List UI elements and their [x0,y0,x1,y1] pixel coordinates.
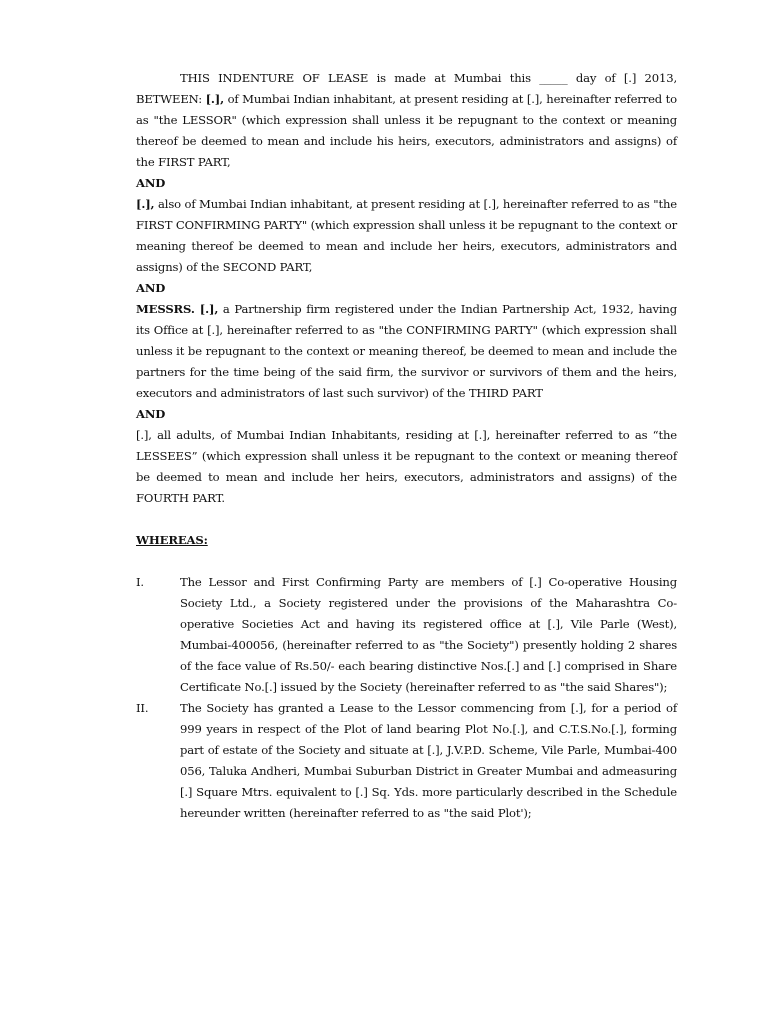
recital-item [136,698,677,824]
recital-text: The Lessor and First Confirming Party are members of [.] Co-operative Housing Society Ltd., a Society registered under the provisions of the Maharashtra Co-operative Societies Act and having its registered office at [.], Vile Parle (West), Mumbai-400056, (hereinafter referred to as "the Society") presently holding 2 shares of the face value of Rs.50/- each bearing distinctive Nos.[.] and [.] comprised in Share Certificate No.[.] issued by the Society (hereinafter referred to as "the said Shares"); [180,575,677,694]
recital-number: I. [136,575,144,589]
and-heading-2: AND [136,281,166,295]
intro-text: of Mumbai Indian inhabitant, at present residing at [.], hereinafter referred to as "the LESSOR" (which expression shall unless it be repugnant to the context or meaning thereof be deemed to mean and include his heirs, executors, administrators and assigns) of the FIRST PART, [136,92,677,169]
third-party-paragraph [136,299,677,404]
second-party-text: also of Mumbai Indian inhabitant, at present residing at [.], hereinafter referred to as "the FIRST CONFIRMING PARTY" (which expression shall unless it be repugnant to the context or meaning thereof be deemed to mean and include her heirs, executors, administrators and assigns) of the SECOND PART, [136,197,677,274]
recital-number: II. [136,701,149,715]
fourth-party-paragraph [136,425,677,509]
first-confirming-party-name: [.], [136,197,155,211]
recital-item [136,572,677,698]
and-heading-1: AND [136,176,166,190]
document-page [136,68,677,824]
intro-lead: THIS INDENTURE OF LEASE is made at Mumbai this _____ day of [.] 2013, BETWEEN: [136,71,677,106]
confirming-party-name: MESSRS. [.], [136,302,219,316]
second-party-paragraph [136,194,677,278]
lessor-name: [.], [205,92,225,106]
intro-paragraph [136,68,677,173]
whereas-heading: WHEREAS: [136,533,208,547]
third-party-text: a Partnership firm registered under the Indian Partnership Act, 1932, having its Office at [.], hereinafter referred to as "the CONFIRMING PARTY" (which expression shall unless it be repugnant to the context or meaning thereof, be deemed to mean and include the partners for the time being of the said firm, the survivor or survivors of them and the heirs, executors and administrators of last such survivor) of the THIRD PART [136,302,678,400]
fourth-party-text: [.], all adults, of Mumbai Indian Inhabitants, residing at [.], hereinafter referred to as “the LESSEES” (which expression shall unless it be repugnant to the context or meaning thereof be deemed to mean and include her heirs, executors, administrators and assigns) of the FOURTH PART. [136,428,677,505]
recital-text: The Society has granted a Lease to the Lessor commencing from [.], for a period of 999 years in respect of the Plot of land bearing Plot No.[.], and C.T.S.No.[.], forming part of estate of the Society and situate at [.], J.V.P.D. Scheme, Vile Parle, Mumbai-400 056, Taluka Andheri, Mumbai Suburban District in Greater Mumbai and admeasuring [.] Square Mtrs. equivalent to [.] Sq. Yds. more particularly described in the Schedule hereunder written (hereinafter referred to as "the said Plot'); [180,701,677,820]
and-heading-3: AND [136,407,166,421]
spacer [136,551,677,572]
